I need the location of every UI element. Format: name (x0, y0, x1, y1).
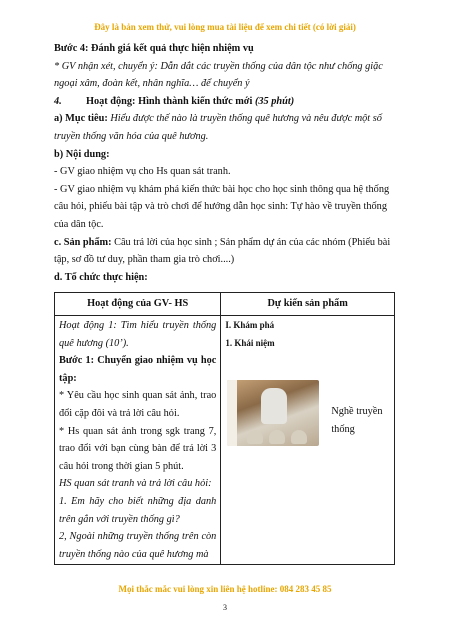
section-discover: I. Khám phá (225, 320, 275, 330)
step1-title: Bước 1: Chuyển giao nhiệm vụ học tập: (59, 355, 217, 384)
activity4-duration: (35 phút) (254, 95, 295, 107)
activity4-number: 4. (54, 95, 62, 107)
expected-product-cell (221, 316, 395, 565)
content-line-1: - GV giao nhiệm vụ cho Hs quan sát tranh. (54, 166, 231, 178)
step4-title: Bước 4: Đánh giá kết quả thực hiện nhiệm vụ (54, 43, 254, 54)
question-1: 1. Em hãy cho biết những địa danh trên gắn với truyền thống gì? (59, 495, 217, 525)
table-header-activity: Hoạt động của GV- HS (55, 293, 221, 316)
pottery-craft-photo (227, 380, 319, 446)
objective-text: Hiểu được thế nào là truyền thống quê hương và nêu được một số truyền thống văn hóa của quê hương. (54, 113, 382, 142)
product-text: Câu trả lời của học sinh ; Sản phẩm dự án của các nhóm (Phiếu bài tập, sơ đồ tư duy, phần tham gia trò chơi....) (54, 236, 391, 266)
lesson-content (54, 40, 394, 286)
organization-label: d. Tổ chức thực hiện: (54, 271, 148, 283)
task-bullet-2: * Hs quan sát ảnh trong sgk trang 7, trao đổi với bạn cùng bàn để trả lời 3 câu hỏi trong thời gian 5 phút. (59, 425, 217, 472)
table-row (55, 316, 395, 565)
page-number: 3 (223, 603, 227, 612)
subsection-concept: 1. Khái niệm (225, 337, 275, 348)
activity4-heading (54, 93, 394, 111)
activity4-title: Hoạt động: Hình thành kiến thức mới (86, 95, 253, 107)
observation-prompt: HS quan sát tranh và trả lời câu hỏi: (59, 478, 212, 490)
objective-label: a) Mục tiêu: (54, 113, 108, 125)
preview-banner: Đây là bản xem thử, vui lòng mua tài liệu để xem chi tiết (có lời giải) (94, 22, 356, 32)
step4-text: * GV nhận xét, chuyển ý: Dẫn dắt các truyền thống của dân tộc như chống giặc ngoại xâm, đoàn kết, nhân nghĩa… để chuyển ý (54, 60, 383, 90)
teacher-student-activity-cell (55, 316, 221, 565)
product-paragraph (54, 234, 394, 269)
hotline-footer: Mọi thắc mắc vui lòng xin liên hệ hotline: 084 283 45 85 (118, 584, 332, 594)
table-header-product: Dự kiến sản phẩm (221, 293, 395, 316)
product-label: c. Sản phẩm: (54, 236, 112, 248)
content-label: b) Nội dung: (54, 148, 110, 160)
objective-paragraph (54, 110, 394, 145)
activity-table (54, 292, 395, 565)
activity1-title: Hoạt động 1: Tìm hiểu truyền thống quê hương (10’). (59, 320, 217, 349)
content-line-2: - GV giao nhiệm vụ khám phá kiến thức bài học cho học sinh thông qua hệ thống câu hỏi, phiếu bài tập và trò chơi để hướng dẫn học sinh: Tự hào về truyền thống của dân tộc. (54, 183, 390, 230)
task-bullet-1: * Yêu cầu học sinh quan sát ảnh, trao đổi cặp đôi và trả lời câu hỏi. (59, 390, 217, 419)
traditional-craft-caption: Nghề truyền thống (331, 406, 383, 435)
question-2: 2, Ngoài những truyền thống trên còn truyền thống nào của quê hương mà (59, 531, 217, 560)
table-header-row (55, 293, 395, 316)
